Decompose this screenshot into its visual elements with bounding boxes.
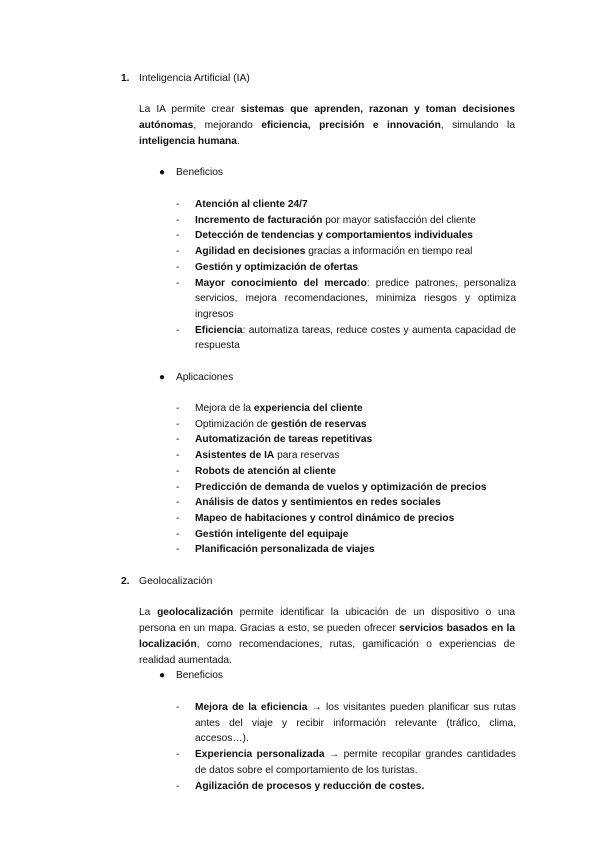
section-1-intro (139, 102, 515, 150)
text-run: para reservas (274, 450, 340, 462)
text-run: : automatiza tareas, reduce costes y aumenta capacidad de respuesta (195, 324, 516, 352)
bold-text: Eficiencia (195, 324, 243, 336)
bold-text: Mapeo de habitaciones y control dinámico de precios (195, 512, 455, 524)
bold-text: eficiencia, precisión e innovación (261, 120, 441, 131)
bold-text: Predicción de demanda de vuelos y optimización de precios (195, 481, 487, 493)
text-run: , simulando la (440, 120, 515, 131)
bold-text: sistemas que aprenden, razonan y toman decisiones autónomas (139, 104, 515, 131)
bold-text: Mayor conocimiento del mercado (195, 277, 367, 289)
list-item (176, 260, 516, 276)
section-2-number: 2. (121, 576, 130, 587)
bold-text: experiencia del cliente (253, 403, 363, 414)
text-run: , como recomendaciones, rutas, gamificación o experiencias de realidad aumentada. (139, 639, 515, 666)
section-2-title: Geolocalización (139, 576, 213, 587)
list-item (176, 779, 516, 795)
bullet-icon: ● (159, 372, 166, 383)
bold-text: Automatización de tareas repetitivas (195, 434, 373, 446)
text-run: gracias a información en tiempo real (305, 246, 473, 258)
list-item (176, 747, 516, 778)
list-item (176, 542, 516, 558)
list-item (176, 464, 516, 480)
bold-text: geolocalización (157, 607, 233, 618)
bullet-icon: ● (159, 670, 166, 681)
bold-text: inteligencia humana (139, 136, 237, 147)
text-run: La IA permite crear (139, 104, 241, 115)
bold-text: Planificación personalizada de viajes (195, 544, 375, 556)
list-item (176, 323, 516, 354)
list-item (176, 276, 516, 323)
bold-text: Gestión y optimización de ofertas (195, 261, 359, 273)
section-2-benefits-title: Beneficios (176, 670, 224, 681)
text-run: → los visitantes pueden planificar sus rutas antes del viaje y recibir información relevante (tráfico, clima, accesos…). (195, 702, 516, 745)
list-item (176, 197, 516, 213)
list-item (176, 213, 516, 229)
bold-text: Asistentes de IA (195, 450, 275, 462)
section-1-apps-list (176, 401, 516, 558)
bold-text: Agilización de procesos y reducción de costes. (195, 780, 425, 792)
bullet-icon: ● (159, 167, 166, 178)
text-run: : predice patrones, personaliza servicios, mejora recomendaciones, minimiza riesgos y optimiza ingresos (195, 277, 516, 320)
text-run: permite identificar la ubicación de un dispositivo o una persona en un mapa. Gracias a esto, se pueden ofrecer (139, 607, 515, 634)
section-2-benefits-list (176, 700, 516, 794)
list-item (176, 511, 516, 527)
bold-text: Robots de atención al cliente (195, 465, 336, 477)
bold-text: Agilidad en decisiones (195, 246, 306, 258)
list-item (176, 448, 516, 464)
bold-text: Detección de tendencias y comportamientos individuales (195, 230, 473, 242)
text-run: Optimización de (195, 418, 271, 430)
list-item (176, 417, 516, 433)
text-run: por mayor satisfacción del cliente (322, 214, 476, 226)
list-item (176, 432, 516, 448)
bold-text: gestión de reservas (270, 418, 367, 430)
section-1-benefits-list (176, 197, 516, 354)
bold-text: Atención al cliente 24/7 (195, 199, 308, 210)
bold-text: Experiencia personalizada (195, 749, 325, 761)
list-item (176, 401, 516, 417)
list-item (176, 244, 516, 260)
bold-text: Mejora de la eficiencia (195, 702, 308, 713)
text-run: La (139, 607, 158, 618)
list-item (176, 228, 516, 244)
section-1-benefits-title: Beneficios (176, 167, 224, 178)
section-1-title: Inteligencia Artificial (IA) (139, 73, 250, 84)
text-run: → permite recopilar grandes cantidades de datos sobre el comportamiento de los turistas. (195, 749, 516, 776)
section-1-number: 1. (121, 73, 130, 84)
list-item (176, 480, 516, 496)
section-1-apps-title: Aplicaciones (176, 372, 234, 383)
bold-text: servicios basados en la localización (139, 623, 515, 650)
bold-text: Gestión inteligente del equipaje (195, 528, 349, 540)
list-item (176, 527, 516, 543)
list-item (176, 495, 516, 511)
text-run: Mejora de la (195, 403, 254, 414)
text-run: , mejorando (193, 120, 262, 131)
section-2-intro (139, 605, 515, 669)
bold-text: Análisis de datos y sentimientos en redes sociales (195, 497, 441, 509)
list-item (176, 700, 516, 747)
bold-text: Incremento de facturación (195, 214, 323, 226)
text-run: . (236, 136, 240, 147)
